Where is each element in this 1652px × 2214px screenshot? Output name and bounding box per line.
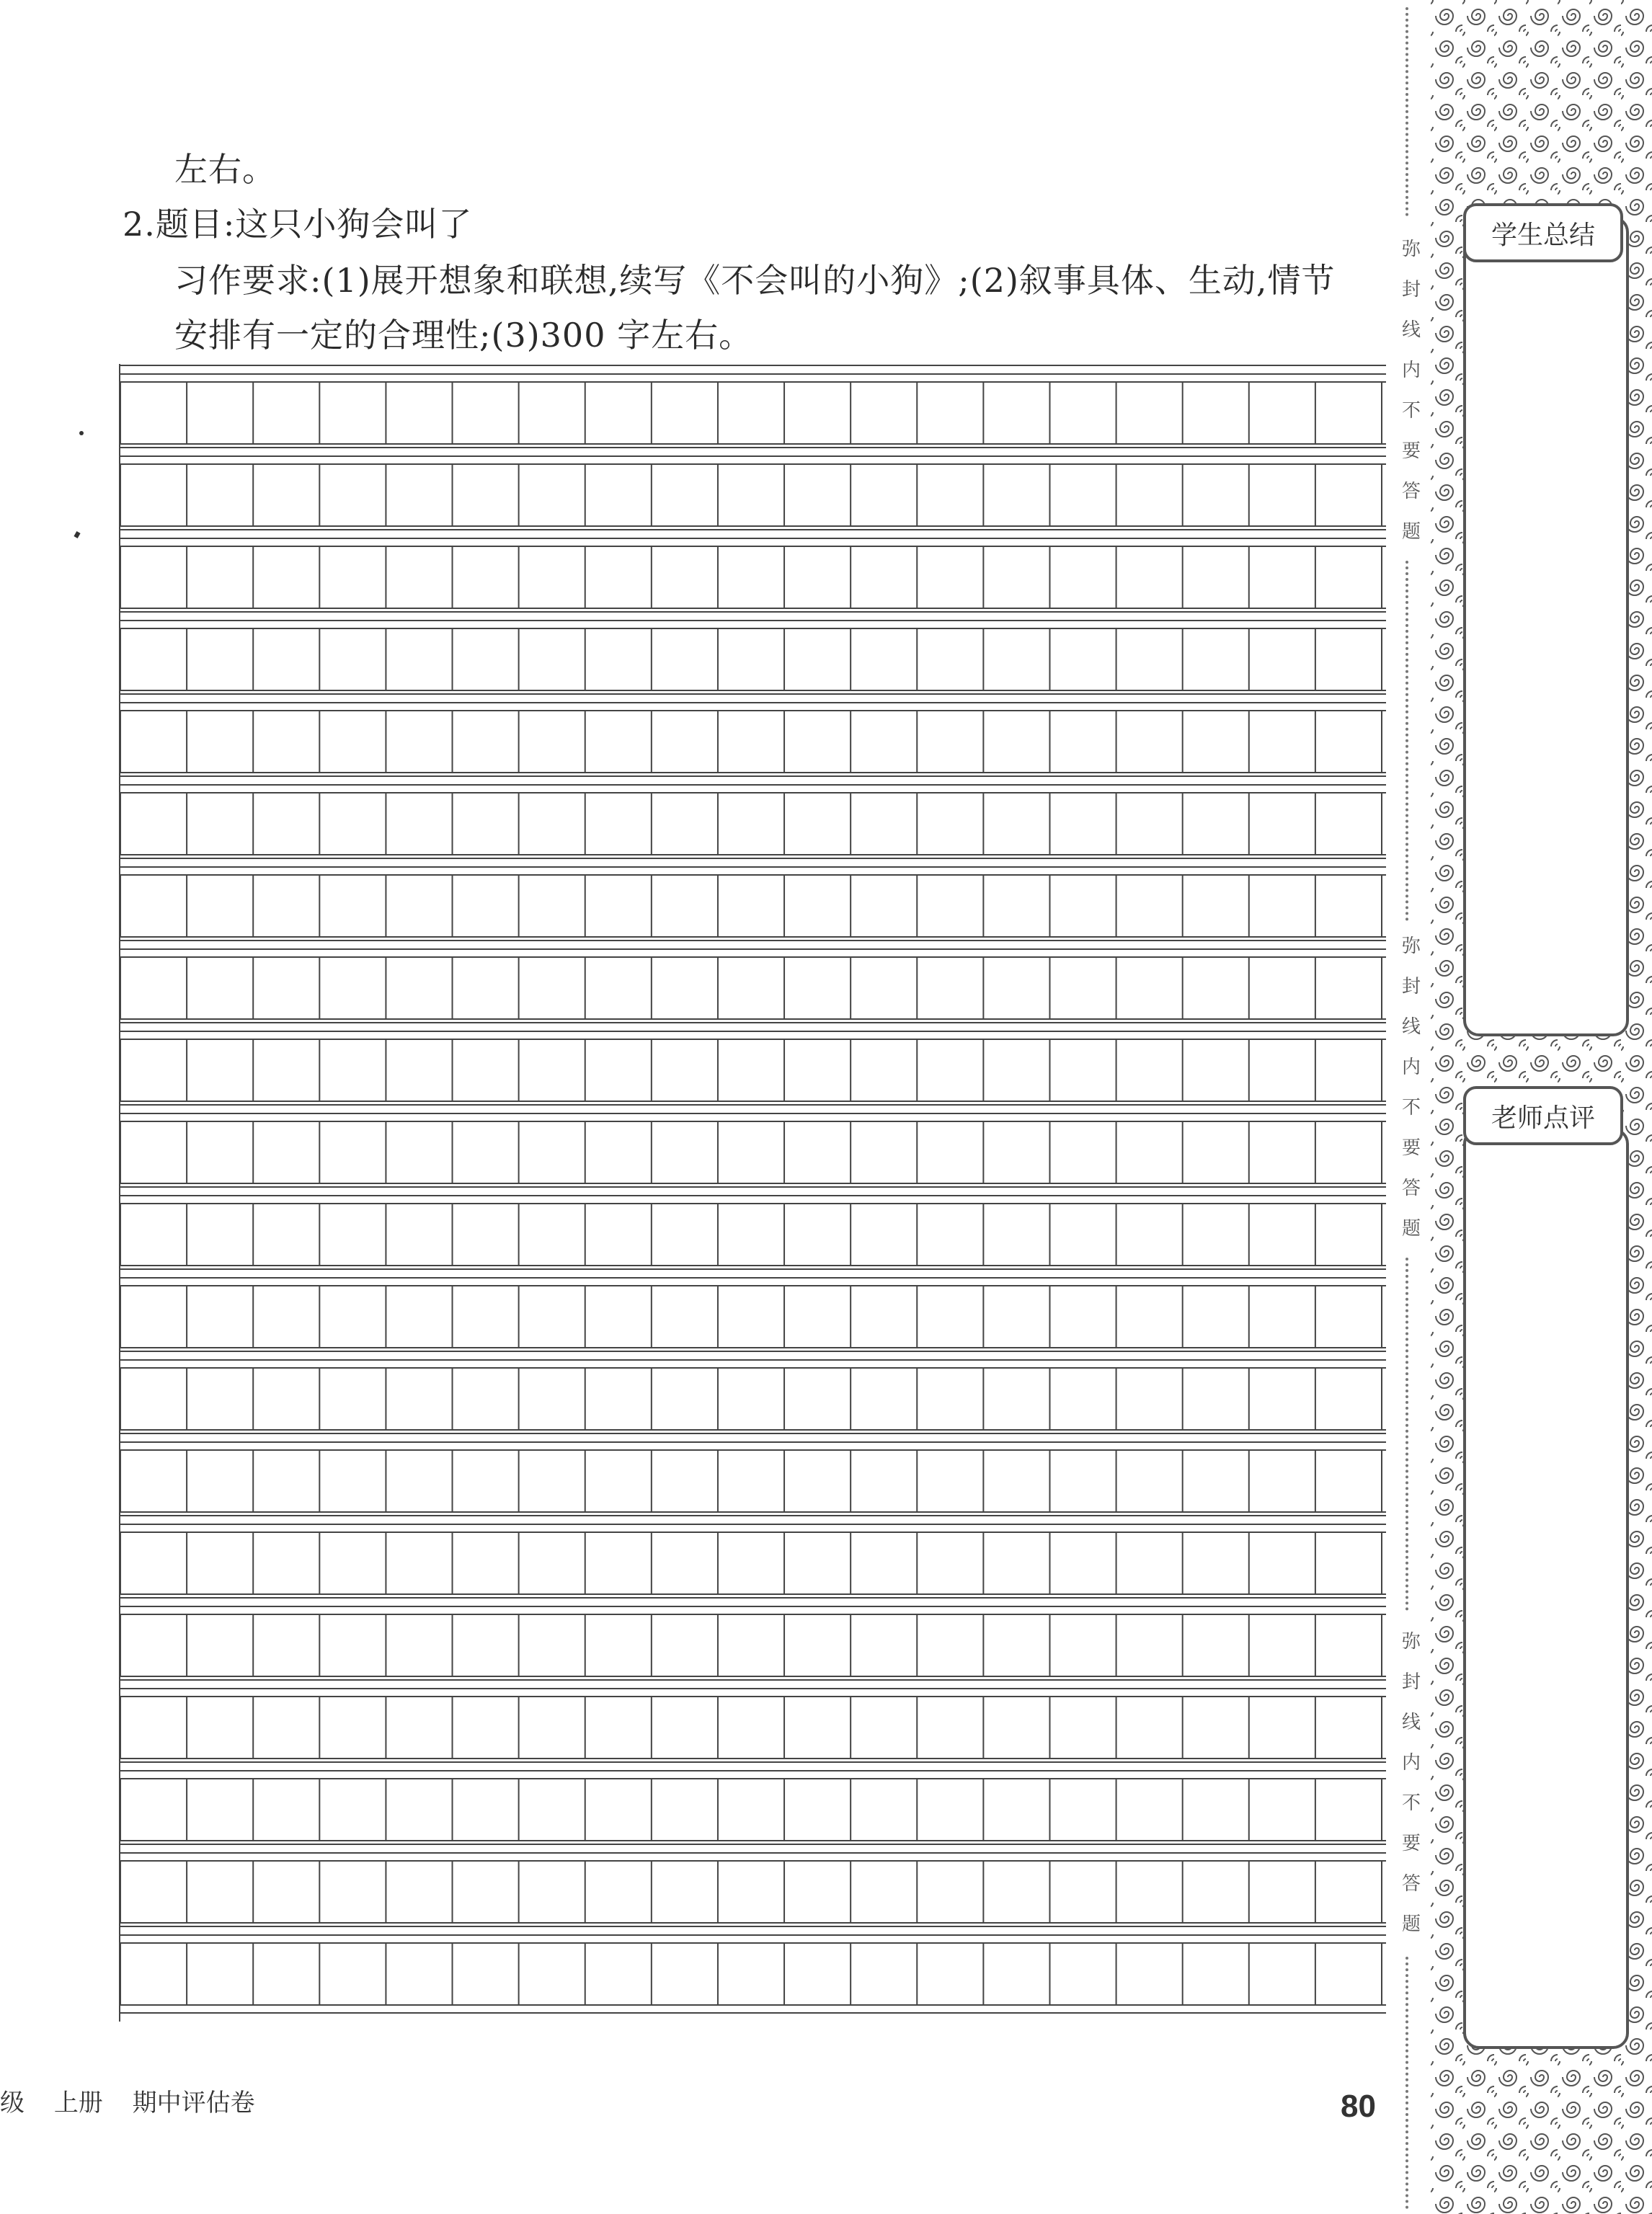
footer-exam-name: 期中评估卷 — [132, 2089, 255, 2117]
seal-label-group-top — [1398, 229, 1424, 552]
student-summary-box[interactable] — [1463, 216, 1629, 1036]
seal-label-group-bottom — [1398, 1622, 1424, 1944]
seal-char: 要 — [1401, 440, 1421, 462]
seal-char: 题 — [1401, 1913, 1421, 1935]
prompt-line-1: 左右。 — [174, 150, 276, 189]
prompt-line-2: 2.题目:这只小狗会叫了 — [123, 205, 473, 244]
seal-char: 不 — [1401, 1792, 1421, 1814]
seal-dotted-line — [1405, 7, 1408, 216]
stray-mark — [79, 431, 84, 435]
answer-grid[interactable] — [119, 364, 1386, 2035]
stray-mark — [74, 531, 80, 538]
seal-char: 封 — [1401, 976, 1421, 997]
seal-label-group-middle — [1398, 926, 1424, 1249]
prompt-line-3: 习作要求:(1)展开想象和联想,续写《不会叫的小狗》;(2)叙事具体、生动,情节 — [174, 261, 1336, 300]
seal-char: 封 — [1401, 1671, 1421, 1693]
seal-char: 内 — [1401, 360, 1421, 381]
footer-grade: 级 — [0, 2089, 25, 2117]
seal-char: 弥 — [1401, 239, 1421, 260]
page-number: 80 — [1341, 2089, 1376, 2124]
seal-char: 要 — [1401, 1833, 1421, 1854]
seal-char: 内 — [1401, 1057, 1421, 1078]
seal-char: 线 — [1401, 1712, 1421, 1733]
seal-char: 封 — [1401, 279, 1421, 301]
seal-dotted-line — [1405, 561, 1408, 921]
seal-char: 题 — [1401, 521, 1421, 543]
footer-info — [0, 2083, 277, 2118]
seal-char: 要 — [1401, 1137, 1421, 1159]
prompt-line-4: 安排有一定的合理性;(3)300 字左右。 — [174, 316, 753, 355]
seal-char: 线 — [1401, 319, 1421, 341]
seal-char: 弥 — [1401, 935, 1421, 957]
footer-volume: 上册 — [53, 2089, 103, 2117]
teacher-comment-box[interactable] — [1463, 1128, 1629, 2049]
seal-char: 弥 — [1401, 1631, 1421, 1653]
seal-char: 内 — [1401, 1752, 1421, 1774]
seal-char: 不 — [1401, 1097, 1421, 1119]
seal-char: 答 — [1401, 481, 1421, 502]
seal-dotted-line — [1405, 1957, 1408, 2209]
seal-char: 答 — [1401, 1873, 1421, 1895]
seal-char: 题 — [1401, 1218, 1421, 1240]
seal-dotted-line — [1405, 1258, 1408, 1611]
seal-char: 答 — [1401, 1178, 1421, 1199]
student-summary-title: 学生总结 — [1463, 203, 1623, 262]
seal-char: 线 — [1401, 1016, 1421, 1038]
seal-char: 不 — [1401, 400, 1421, 422]
teacher-comment-title: 老师点评 — [1463, 1086, 1623, 1145]
